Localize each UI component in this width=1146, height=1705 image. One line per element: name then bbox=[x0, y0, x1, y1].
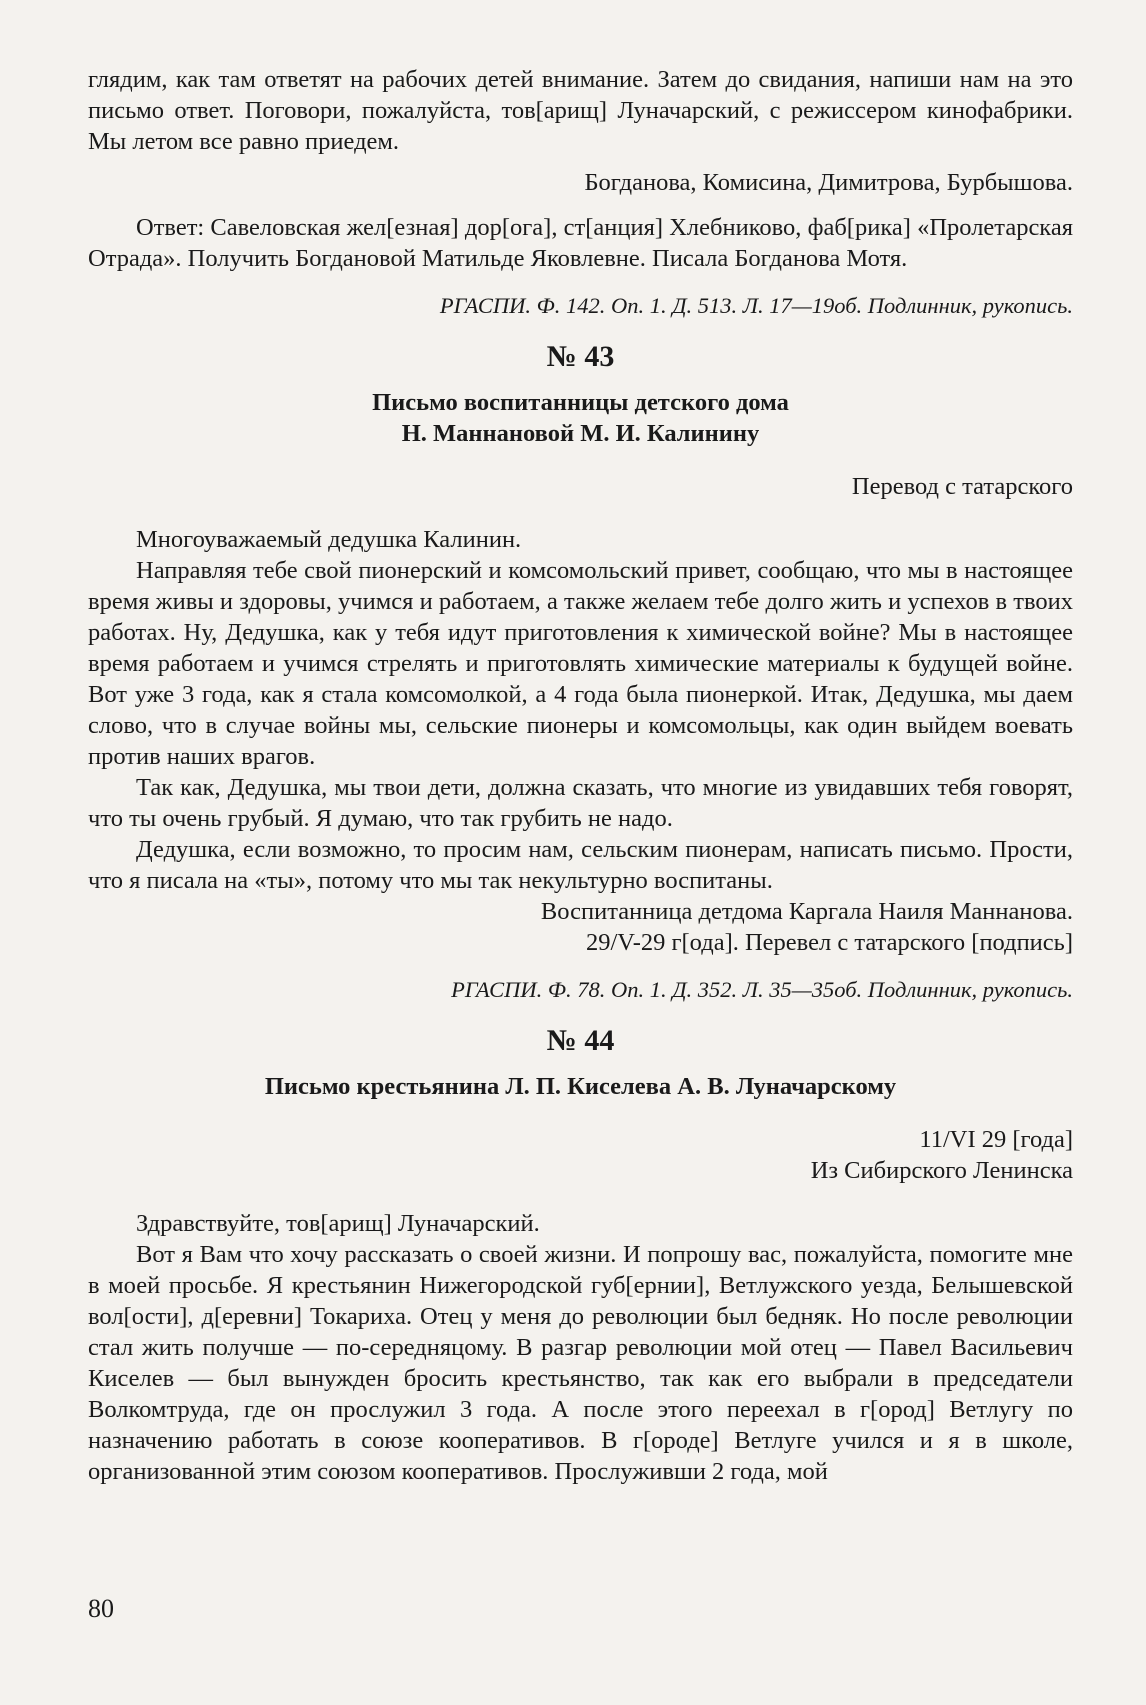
document-title bbox=[88, 387, 1073, 449]
letter-paragraph: Вот я Вам что хочу рассказать о своей жизни. И попрошу вас, пожалуйста, помогите мне в моей просьбе. Я крестьянин Нижегородской губ[ернии], Ветлужского уезда, Белышевской вол[ости], д[еревни] Токариха. Отец у меня до революции был бедняк. Но после революции стал жить получше — по-середняцому. В разгар революции мой отец — Павел Васильевич Киселев — был вынужден бросить крестьянство, так как его выбрали в председатели Волкомтруда, где он прослужил 3 года. А после этого переехал в г[ород] Ветлугу по назначению работать в союзе кооперативов. В г[ороде] Ветлуге учился и я в школе, организованной этим союзом кооперативов. Прослуживши 2 года, мой bbox=[88, 1241, 1073, 1485]
continued-paragraph: глядим, как там ответят на рабочих детей внимание. Затем до свидания, напиши нам на это письмо ответ. Поговори, пожалуйста, тов[арищ] Луначарский, с режиссером кинофабрики. Мы летом все равно приедем. bbox=[88, 66, 1073, 155]
page-number: 80 bbox=[88, 1594, 114, 1623]
letter-paragraph: Так как, Дедушка, мы твои дети, должна сказать, что многие из увидавших тебя говорят, что ты очень грубый. Я думаю, что так грубить не надо. bbox=[88, 774, 1073, 832]
document-title-line: Письмо воспитанницы детского дома bbox=[372, 389, 789, 416]
page-content bbox=[88, 64, 1073, 1487]
letter-paragraph: Дедушка, если возможно, то просим нам, сельским пионерам, написать письмо. Прости, что я писала на «ты», потому что мы так некультурно воспитаны. bbox=[88, 836, 1073, 894]
archive-reference: РГАСПИ. Ф. 142. Оп. 1. Д. 513. Л. 17—19об. Подлинник, рукопись. bbox=[439, 293, 1073, 318]
reply-address: Ответ: Савеловская жел[езная] дор[ога], ст[анция] Хлебниково, фаб[рика] «Пролетарская Отрада». Получить Богдановой Матильде Яковлевне. Писала Богданова Мотя. bbox=[88, 214, 1073, 272]
letter-signature: Воспитанница детдома Каргала Наиля Маннанова. bbox=[540, 898, 1073, 925]
document-title: Письмо крестьянина Л. П. Киселева А. В. Луначарскому bbox=[264, 1073, 897, 1100]
document-number: № 44 bbox=[546, 1024, 615, 1057]
archive-reference: РГАСПИ. Ф. 78. Оп. 1. Д. 352. Л. 35—35об. Подлинник, рукопись. bbox=[451, 977, 1073, 1002]
letter-place: Из Сибирского Ленинска bbox=[810, 1157, 1073, 1184]
translation-note: Перевод с татарского bbox=[851, 473, 1073, 500]
letter-signature: Богданова, Комисина, Димитрова, Бурбышова. bbox=[584, 169, 1073, 196]
document-number: № 43 bbox=[546, 340, 615, 373]
document-title-line: Н. Маннановой М. И. Калинину bbox=[401, 420, 760, 447]
letter-salutation: Здравствуйте, тов[арищ] Луначарский. bbox=[136, 1210, 540, 1237]
letter-salutation: Многоуважаемый дедушка Калинин. bbox=[136, 526, 522, 553]
letter-paragraph: Направляя тебе свой пионерский и комсомольский привет, сообщаю, что мы в настоящее время живы и здоровы, учимся и работаем, а также желаем тебе долго жить и успехов в твоих работах. Ну, Дедушка, как у тебя идут приготовления к химической войне? Мы в настоящее время работаем и учимся стрелять и приготовлять химические материалы к будущей войне. Вот уже 3 года, как я стала комсомолкой, а 4 года была пионеркой. Итак, Дедушка, мы даем слово, что в случае войны мы, сельские пионеры и комсомольцы, как один выйдем воевать против наших врагов. bbox=[88, 557, 1073, 770]
letter-date: 11/VI 29 [года] bbox=[919, 1126, 1073, 1153]
letter-date: 29/V-29 г[ода]. Перевел с татарского [подпись] bbox=[585, 929, 1073, 956]
